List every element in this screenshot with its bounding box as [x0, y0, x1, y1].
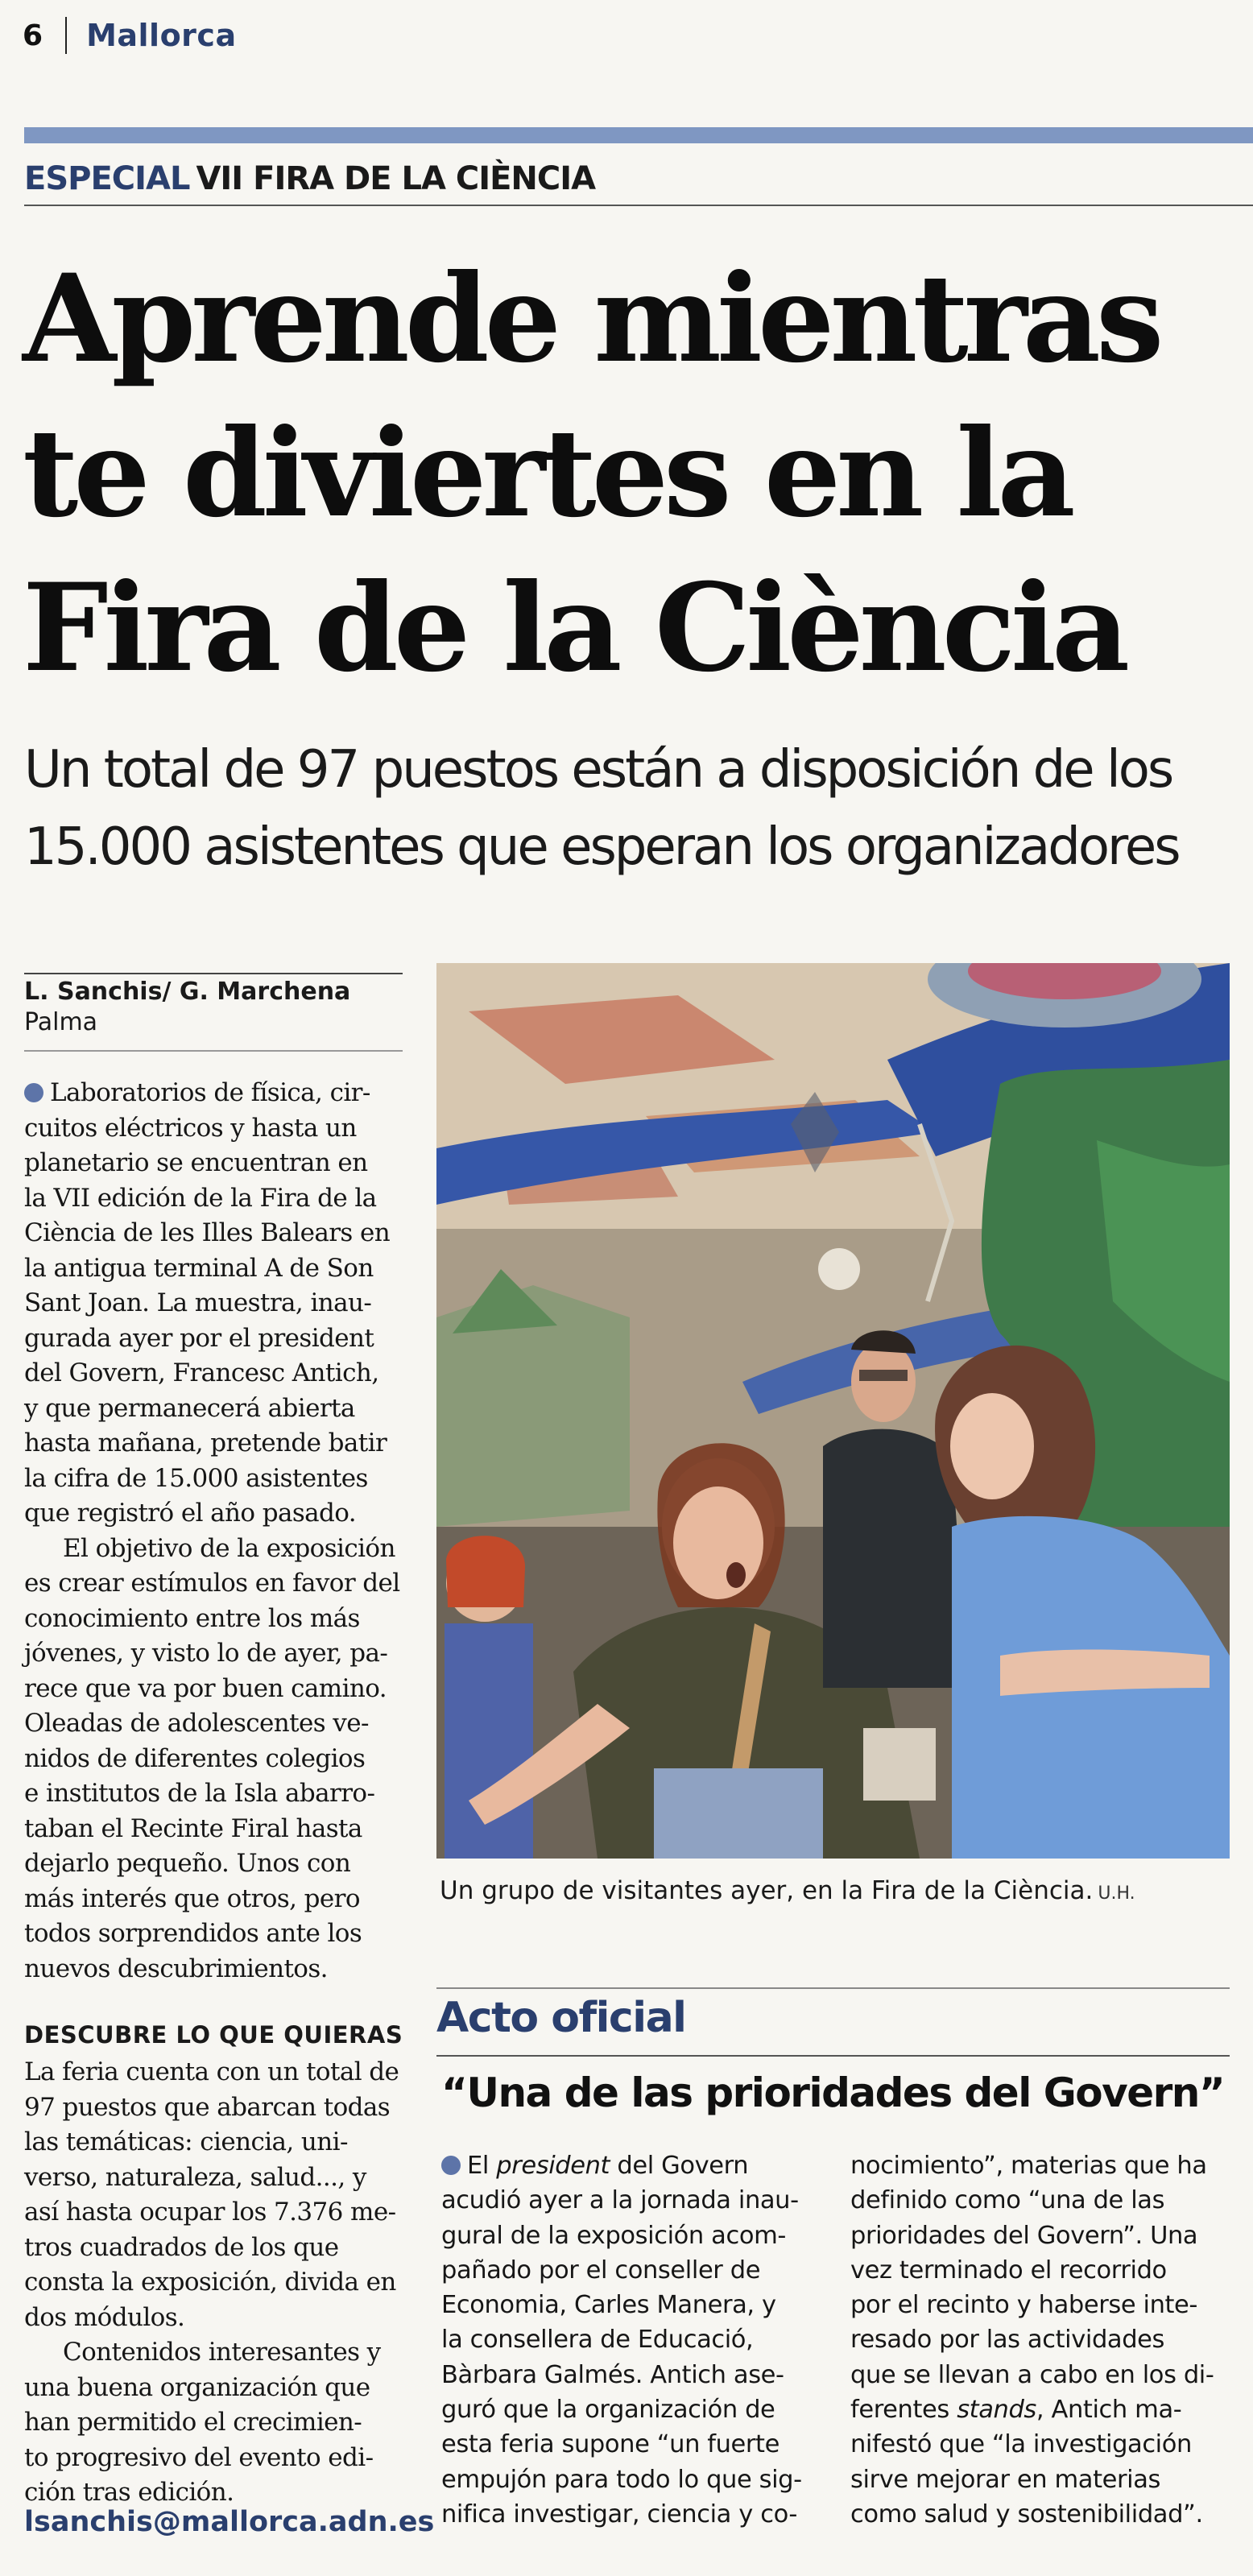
text-line: nifica investigar, ciencia y co-	[441, 2500, 798, 2528]
text-line: taban el Recinte Firal hasta	[24, 1813, 362, 1843]
text-line: la cifra de 15.000 asistentes	[24, 1463, 368, 1493]
text-line: como salud y sostenibilidad”.	[850, 2500, 1203, 2528]
text-line: vez terminado el recorrido	[850, 2256, 1167, 2284]
byline-place: Palma	[24, 1008, 98, 1036]
sidebar-column-2	[850, 2148, 1229, 2532]
sidebar-quote-headline: “Una de las prioridades del Govern”	[441, 2069, 1225, 2116]
text-line: dos módulos.	[24, 2302, 185, 2332]
text-line: guró que la organización de	[441, 2396, 775, 2425]
text-line: así hasta ocupar los 7.376 me-	[24, 2198, 396, 2227]
sidebar-paragraph	[441, 2148, 820, 2532]
bullet-dot-icon	[24, 1083, 43, 1102]
kicker-special: ESPECIAL	[24, 160, 190, 197]
kicker-rule	[24, 205, 1253, 206]
text-line: jóvenes, y visto lo de ayer, pa-	[24, 1639, 388, 1668]
kicker-title: VII FIRA DE LA CIÈNCIA	[196, 160, 596, 197]
text-line: Ciència de les Illes Balears en	[24, 1218, 391, 1247]
text-line: La feria cuenta con un total de	[24, 2057, 399, 2086]
text-line: que registró el año pasado.	[24, 1499, 357, 1528]
text-line: han permitido el crecimien-	[24, 2408, 362, 2437]
text-line: Sant Joan. La muestra, inau-	[24, 1288, 372, 1317]
bullet-dot-icon	[441, 2156, 461, 2175]
text-line: la consellera de Educació,	[441, 2326, 754, 2355]
author-email-link[interactable]: lsanchis@mallorca.adn.es	[24, 2506, 435, 2538]
byline-authors: L. Sanchis/ G. Marchena	[24, 978, 351, 1006]
text-line: hasta mañana, pretende batir	[24, 1429, 387, 1458]
text-line: definido como “una de las	[850, 2186, 1165, 2215]
text-line: todos sorprendidos ante los	[24, 1919, 362, 1948]
text-line: pañado por el conseller de	[441, 2256, 761, 2284]
text-line: la antigua terminal A de Son	[24, 1253, 374, 1283]
article-paragraph	[24, 1076, 407, 1532]
text-line: gural de la exposición acom-	[441, 2221, 786, 2250]
text-line: rece que va por buen camino.	[24, 1673, 387, 1703]
photo-caption	[440, 1876, 1135, 1905]
text-line: El	[467, 2152, 497, 2180]
article-body-continued	[24, 2055, 407, 2511]
sidebar-rule	[436, 1987, 1230, 1989]
text-line: Contenidos interesantes y	[63, 2338, 381, 2367]
photo-illustration	[436, 963, 1230, 1859]
sidebar-paragraph	[850, 2148, 1229, 2532]
sidebar-rule	[436, 2055, 1230, 2057]
headline-line: Aprende mientras	[23, 248, 1160, 390]
subtitle-line: 15.000 asistentes que esperan los organizadores	[24, 817, 1179, 877]
text-line: nocimiento”, materias que ha	[850, 2152, 1207, 2180]
kicker	[24, 156, 1253, 201]
text-line: esta feria supone “un fuerte	[441, 2430, 780, 2459]
text-line: to progresivo del evento edi-	[24, 2442, 374, 2472]
text-line: gurada ayer por el president	[24, 1323, 374, 1353]
text-line: resado por las actividades	[850, 2326, 1165, 2355]
subtitle	[24, 731, 1232, 886]
text-line: El objetivo de la exposición	[63, 1533, 395, 1563]
text-line: Oleadas de adolescentes ve-	[24, 1709, 369, 1738]
text-line: prioridades del Govern”. Una	[850, 2221, 1198, 2250]
text-line: y que permanecerá abierta	[24, 1393, 355, 1423]
headline-line: Fira de la Ciència	[23, 557, 1126, 699]
text-line: nuevos descubrimientos.	[24, 1954, 328, 1983]
section-color-bar	[24, 127, 1253, 143]
text-line: verso, naturaleza, salud..., y	[24, 2162, 366, 2192]
text-line: la VII edición de la Fira de la	[24, 1183, 377, 1213]
text-line: nifestó que “la investigación	[850, 2430, 1192, 2459]
byline-rule	[24, 1050, 403, 1052]
text-line: Laboratorios de física, cir-	[50, 1078, 370, 1107]
text-line: Bàrbara Galmés. Antich ase-	[441, 2360, 784, 2389]
article-paragraph	[24, 1532, 407, 1987]
text-line: las temáticas: ciencia, uni-	[24, 2127, 348, 2156]
section-name: Mallorca	[86, 18, 237, 53]
text-line: ción tras edición.	[24, 2478, 234, 2507]
text-line: una buena organización que	[24, 2372, 370, 2402]
sidebar-title: Acto oficial	[436, 1994, 686, 2042]
text-line: Economia, Carles Manera, y	[441, 2291, 776, 2320]
page-number: 6	[23, 19, 43, 52]
text-line: más interés que otros, pero	[24, 1883, 360, 1913]
text-line: dejarlo pequeño. Unos con	[24, 1849, 351, 1878]
text-line: ferentes	[850, 2396, 957, 2425]
article-subhead: DESCUBRE LO QUE QUIERAS	[24, 2021, 403, 2049]
subtitle-line: Un total de 97 puestos están a disposición de los	[24, 740, 1172, 800]
page-folio	[23, 11, 237, 60]
text-line: 97 puestos que abarcan todas	[24, 2092, 391, 2122]
text-line: empujón para todo lo que sig-	[441, 2465, 802, 2494]
article-paragraph	[24, 2055, 407, 2335]
article-body	[24, 1076, 407, 1987]
photo-credit: U.H.	[1098, 1883, 1135, 1904]
text-line: por el recinto y haberse inte-	[850, 2291, 1198, 2320]
emphasis: stands	[957, 2396, 1036, 2425]
text-line: del Govern, Francesc Antich,	[24, 1358, 379, 1387]
headline-line: te diviertes en la	[23, 403, 1071, 544]
text-line: que se llevan a cabo en los di-	[850, 2360, 1214, 2389]
emphasis: president	[496, 2152, 610, 2180]
text-line: nidos de diferentes colegios	[24, 1743, 366, 1773]
text-line: sirve mejorar en materias	[850, 2465, 1160, 2494]
news-photo	[436, 963, 1230, 1859]
folio-divider	[65, 17, 67, 54]
text-line: consta la exposición, divida en	[24, 2268, 396, 2297]
text-line: acudió ayer a la jornada inau-	[441, 2186, 799, 2215]
text-line: es crear estímulos en favor del	[24, 1569, 400, 1598]
article-paragraph	[24, 2335, 407, 2511]
text-line: planetario se encuentran en	[24, 1148, 368, 1177]
sidebar-column-1	[441, 2148, 820, 2532]
text-line: del Govern	[610, 2152, 749, 2180]
byline-rule	[24, 973, 403, 974]
text-line: , Antich ma-	[1036, 2396, 1182, 2425]
text-line: cuitos eléctricos y hasta un	[24, 1113, 357, 1143]
caption-text: Un grupo de visitantes ayer, en la Fira de la Ciència.	[440, 1876, 1094, 1905]
text-line: conocimiento entre los más	[24, 1603, 360, 1633]
text-line: tros cuadrados de los que	[24, 2232, 339, 2262]
text-line: e institutos de la Isla abarro-	[24, 1779, 375, 1808]
headline	[23, 242, 1230, 705]
